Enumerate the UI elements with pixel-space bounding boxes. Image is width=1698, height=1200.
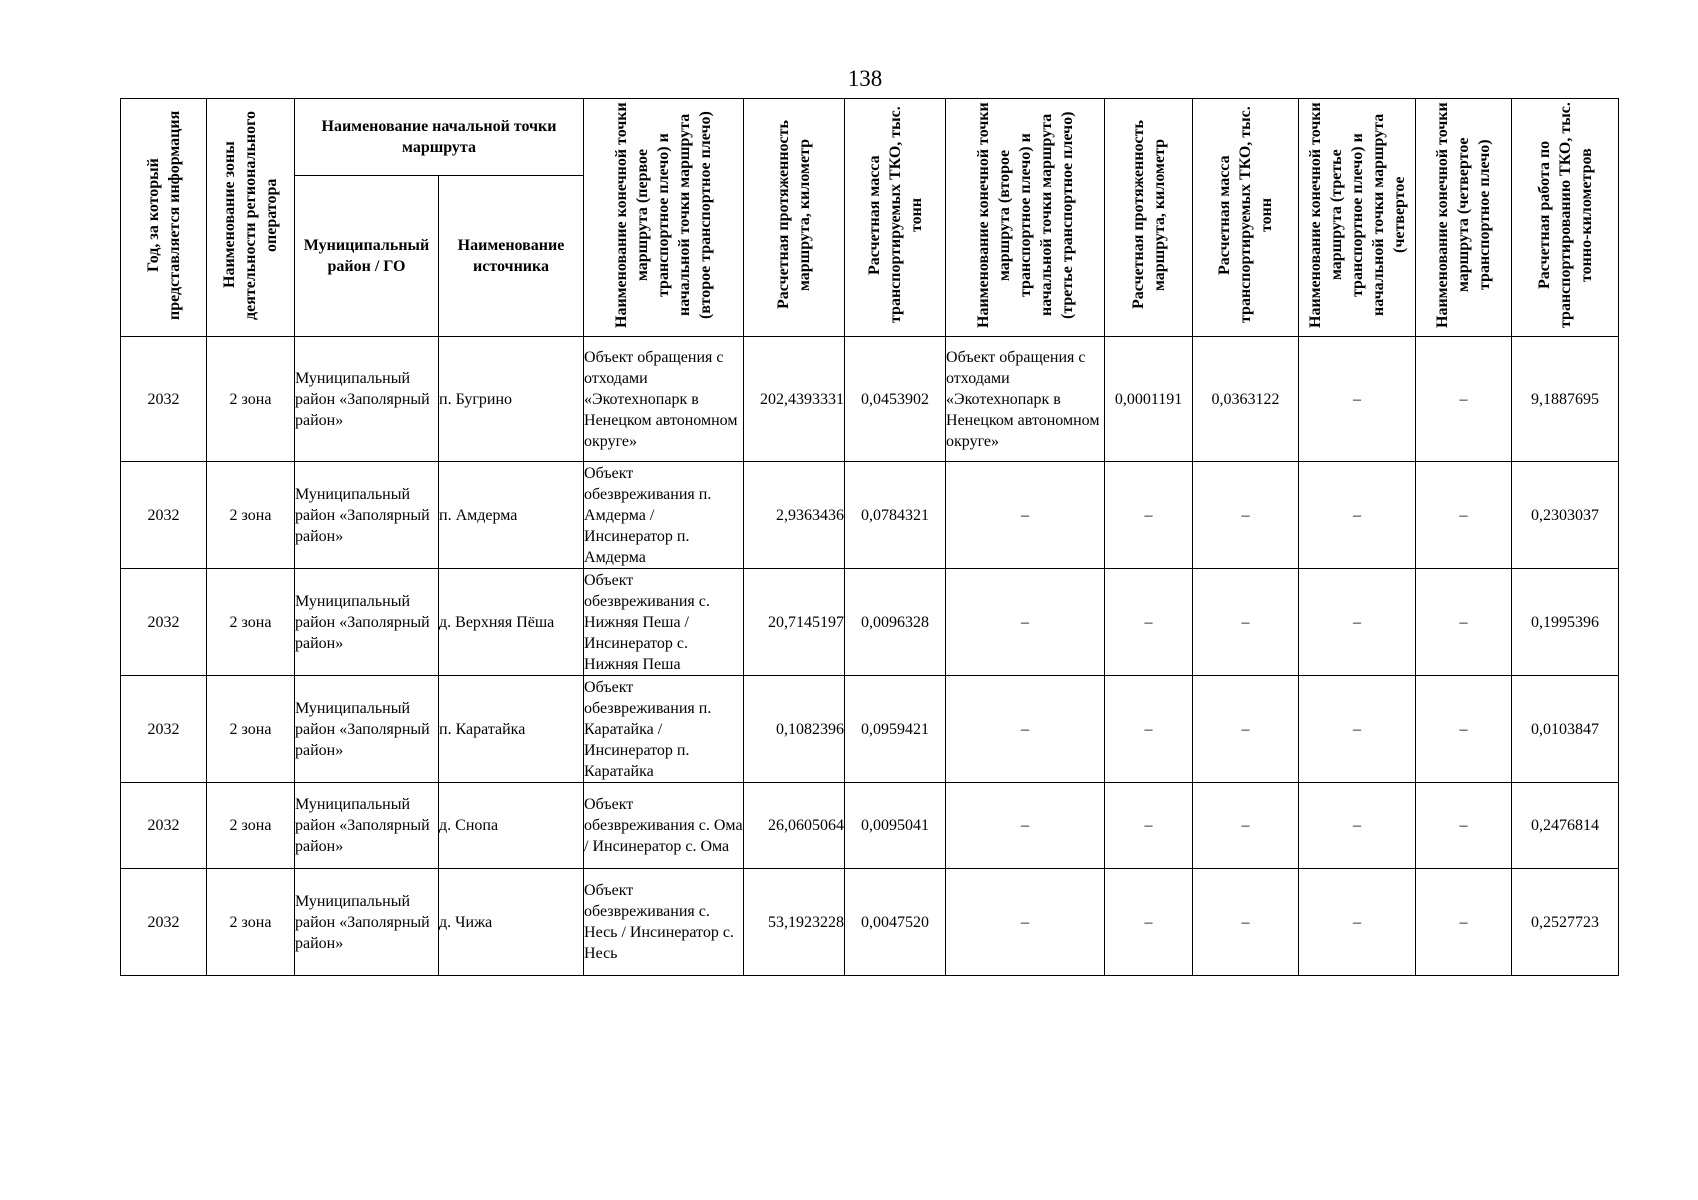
cell-end-point-4: – <box>1416 676 1512 783</box>
cell-zone: 2 зона <box>207 569 295 676</box>
cell-year: 2032 <box>121 869 207 976</box>
cell-mass-2: – <box>1193 569 1299 676</box>
cell-zone: 2 зона <box>207 676 295 783</box>
cell-mass-1: 0,0047520 <box>845 869 946 976</box>
cell-end-point-4: – <box>1416 462 1512 569</box>
cell-source: п. Амдерма <box>439 462 584 569</box>
cell-end-point-1: Объект обращения с отходами «Экотехнопарк в Ненецком автономном округе» <box>584 337 744 462</box>
cell-mass-2: – <box>1193 783 1299 869</box>
cell-end-point-2: – <box>946 462 1105 569</box>
cell-end-point-2: – <box>946 676 1105 783</box>
cell-length-1: 202,4393331 <box>744 337 845 462</box>
cell-length-2: 0,0001191 <box>1105 337 1193 462</box>
cell-end-point-2: – <box>946 569 1105 676</box>
cell-mass-2: – <box>1193 462 1299 569</box>
header-start-point: Наименование начальной точки маршрута <box>295 99 584 176</box>
header-end-point-3: Наименование конечной точки маршрута (третье транспортное плечо) и начальной точки маршрута (четвертое <box>1299 99 1416 337</box>
cell-mass-2: – <box>1193 869 1299 976</box>
header-end-point-1: Наименование конечной точки маршрута (первое транспортное плечо) и начальной точки маршрута (второе транспортное плечо) <box>584 99 744 337</box>
cell-end-point-4: – <box>1416 869 1512 976</box>
cell-end-point-3: – <box>1299 569 1416 676</box>
cell-year: 2032 <box>121 676 207 783</box>
cell-work: 9,1887695 <box>1512 337 1619 462</box>
cell-mass-2: – <box>1193 676 1299 783</box>
cell-zone: 2 зона <box>207 462 295 569</box>
table-row <box>121 569 1619 676</box>
cell-length-1: 2,9363436 <box>744 462 845 569</box>
cell-end-point-1: Объект обезвреживания п. Амдерма / Инсинератор п. Амдерма <box>584 462 744 569</box>
header-length-2: Расчетная протяженность маршрута, километр <box>1105 99 1193 337</box>
cell-work: 0,1995396 <box>1512 569 1619 676</box>
table-row <box>121 869 1619 976</box>
cell-mass-2: 0,0363122 <box>1193 337 1299 462</box>
cell-end-point-2: – <box>946 783 1105 869</box>
cell-length-2: – <box>1105 676 1193 783</box>
header-year: Год, за который представляется информация <box>121 99 207 337</box>
cell-municipality: Муниципальный район «Заполярный район» <box>295 569 439 676</box>
cell-length-1: 20,7145197 <box>744 569 845 676</box>
cell-municipality: Муниципальный район «Заполярный район» <box>295 337 439 462</box>
cell-end-point-1: Объект обезвреживания с. Ома / Инсинератор с. Ома <box>584 783 744 869</box>
cell-end-point-3: – <box>1299 783 1416 869</box>
cell-zone: 2 зона <box>207 869 295 976</box>
header-end-point-4: Наименование конечной точки маршрута (четвертое транспортное плечо) <box>1416 99 1512 337</box>
cell-zone: 2 зона <box>207 337 295 462</box>
cell-source: д. Верхняя Пёша <box>439 569 584 676</box>
cell-work: 0,2303037 <box>1512 462 1619 569</box>
table-row <box>121 783 1619 869</box>
cell-end-point-3: – <box>1299 462 1416 569</box>
cell-length-1: 0,1082396 <box>744 676 845 783</box>
cell-end-point-1: Объект обезвреживания с. Нижняя Пеша / Инсинератор с. Нижняя Пеша <box>584 569 744 676</box>
cell-source: п. Каратайка <box>439 676 584 783</box>
header-mass-1: Расчетная масса транспортируемых ТКО, тыс. тонн <box>845 99 946 337</box>
cell-length-2: – <box>1105 462 1193 569</box>
table-row <box>121 462 1619 569</box>
cell-municipality: Муниципальный район «Заполярный район» <box>295 462 439 569</box>
cell-year: 2032 <box>121 783 207 869</box>
cell-length-2: – <box>1105 783 1193 869</box>
cell-length-1: 53,1923228 <box>744 869 845 976</box>
cell-mass-1: 0,0453902 <box>845 337 946 462</box>
cell-end-point-4: – <box>1416 569 1512 676</box>
cell-year: 2032 <box>121 462 207 569</box>
cell-municipality: Муниципальный район «Заполярный район» <box>295 783 439 869</box>
header-source: Наименование источника <box>439 176 584 337</box>
table-row <box>121 337 1619 462</box>
cell-work: 0,2476814 <box>1512 783 1619 869</box>
table-row <box>121 676 1619 783</box>
header-length-1: Расчетная протяженность маршрута, километр <box>744 99 845 337</box>
cell-mass-1: 0,0959421 <box>845 676 946 783</box>
cell-municipality: Муниципальный район «Заполярный район» <box>295 869 439 976</box>
cell-end-point-2: – <box>946 869 1105 976</box>
header-work: Расчетная работа по транспортированию ТКО, тыс. тонно-километров <box>1512 99 1619 337</box>
cell-end-point-1: Объект обезвреживания с. Несь / Инсинератор с. Несь <box>584 869 744 976</box>
cell-mass-1: 0,0095041 <box>845 783 946 869</box>
cell-end-point-3: – <box>1299 676 1416 783</box>
cell-length-2: – <box>1105 869 1193 976</box>
cell-end-point-3: – <box>1299 869 1416 976</box>
cell-source: д. Снопа <box>439 783 584 869</box>
cell-year: 2032 <box>121 569 207 676</box>
cell-mass-1: 0,0784321 <box>845 462 946 569</box>
cell-length-1: 26,0605064 <box>744 783 845 869</box>
cell-end-point-3: – <box>1299 337 1416 462</box>
header-mass-2: Расчетная масса транспортируемых ТКО, тыс. тонн <box>1193 99 1299 337</box>
cell-year: 2032 <box>121 337 207 462</box>
cell-municipality: Муниципальный район «Заполярный район» <box>295 676 439 783</box>
header-end-point-2: Наименование конечной точки маршрута (второе транспортное плечо) и начальной точки маршрута (третье транспортное плечо) <box>946 99 1105 337</box>
cell-end-point-2: Объект обращения с отходами «Экотехнопарк в Ненецком автономном округе» <box>946 337 1105 462</box>
routes-table <box>120 98 1619 976</box>
cell-zone: 2 зона <box>207 783 295 869</box>
page-number: 138 <box>847 66 883 91</box>
header-municipality: Муниципальный район / ГО <box>295 176 439 337</box>
cell-end-point-4: – <box>1416 337 1512 462</box>
cell-work: 0,0103847 <box>1512 676 1619 783</box>
cell-end-point-4: – <box>1416 783 1512 869</box>
cell-mass-1: 0,0096328 <box>845 569 946 676</box>
header-zone: Наименование зоны деятельности регионального оператора <box>207 99 295 337</box>
cell-source: д. Чижа <box>439 869 584 976</box>
cell-source: п. Бугрино <box>439 337 584 462</box>
cell-end-point-1: Объект обезвреживания п. Каратайка / Инсинератор п. Каратайка <box>584 676 744 783</box>
cell-work: 0,2527723 <box>1512 869 1619 976</box>
cell-length-2: – <box>1105 569 1193 676</box>
